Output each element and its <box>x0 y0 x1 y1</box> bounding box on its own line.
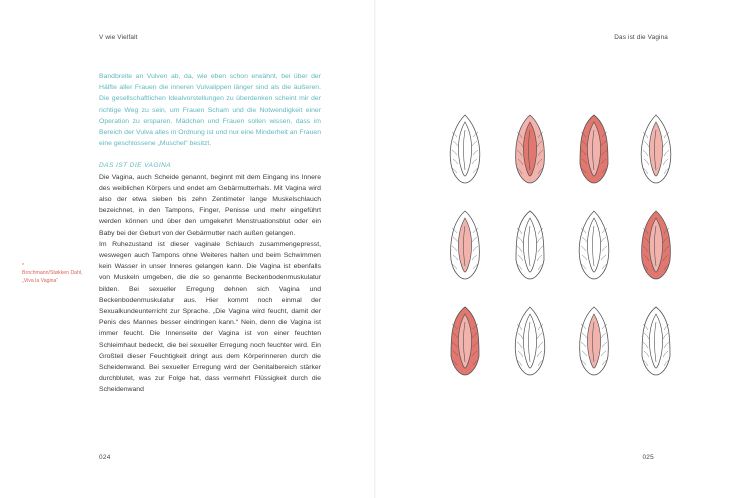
paragraph-1: Die Vagina, auch Scheide genannt, beginnt mit dem Eingang ins Innere des weiblichen Körpers und endet am Gebärmutterhals. Mit Vagina wird also der etwa sieben bis zehn Zentimeter lange Muskelschlauch bezeichnet, in den Tampons, Finger, Penisse und mehr eingeführt werden können und über den umgekehrt Menstruationsblut oder ein Baby bei der Geburt von der Gebärmutter nach außen gelangen. <box>99 173 321 237</box>
running-head-left: V wie Vielfalt <box>99 34 138 41</box>
sidenote <box>22 264 94 285</box>
intro-paragraph: Bandbreite an Vulven ab, da, wie eben schon erwähnt, bei über der Hälfte aller Frauen die inneren Vulvalippen länger sind als die äußeren. Die gesellschaftlichen Idealvorstellungen zu überdenken scheint mir der richtige Weg zu sein, um Frauen Scham und die Notwendigkeit einer Operation zu ersparen. Mädchen und Frauen sollen wissen, dass im Bereich der Vulva alles in Ordnung ist und nur eine Minderheit an Frauen eine geschlossene „Muschel“ besitzt. <box>99 73 321 148</box>
footnote-mark: * <box>22 263 25 269</box>
vulva-illustration <box>442 112 488 186</box>
running-head-right: Das ist die Vagina <box>614 34 668 41</box>
paragraph-2: Im Ruhezustand ist dieser vaginale Schlauch zusammengepresst, weswegen auch Tampons ohne Weiteres halten und beim Schwimmen kein Wasser in unser Inneres gelangen kann. Die Vagina ist ebenfalls von Muskeln umgeben, die die so genannte Beckenbodenmuskulatur bilden. Bei sexueller Erregung dehnen sich Vagina und Beckenbodenmuskulatur aus. Hier kommt noch einmal der Sexualkundeunterricht zur Sprache. „Die Vagina wird feucht, damit der Penis des Mannes besser eindringen kann.“ Nein, denn die Vagina ist immer feucht. Die Innenseite der Vagina ist von einer feuchten Schleimhaut bedeckt, die bei sexueller Erregung noch feuchter wird. Ein Großteil dieser Feuchtigkeit dringt aus dem Körperinneren durch die Scheidenwand. Bei sexueller Erregung wird der Genitalbereich stärker durchblutet, was zur Folge hat, dass vermehrt Flüssigkeit durch die Scheidenwand <box>99 240 321 394</box>
vulva-illustration <box>442 304 488 378</box>
body-text-column <box>99 71 321 396</box>
page-number-right: 025 <box>642 454 654 461</box>
vulva-illustration <box>571 208 617 282</box>
vulva-illustration <box>507 208 553 282</box>
section-heading: DAS IST DIE VAGINA <box>99 162 172 170</box>
right-page <box>375 0 750 498</box>
vulva-illustration <box>442 208 488 282</box>
vulva-illustration <box>507 304 553 378</box>
sidenote-line-2: „Viva la Vagina“ <box>22 278 59 284</box>
vulva-illustration <box>507 112 553 186</box>
vulva-illustration <box>571 304 617 378</box>
vulva-illustration <box>633 208 679 282</box>
page-number-left: 024 <box>99 454 111 461</box>
illustration-grid <box>434 108 684 398</box>
vulva-illustration <box>633 112 679 186</box>
vulva-illustration <box>633 304 679 378</box>
sidenote-line-1: Brochmann/Støkken Dahl, <box>22 270 83 276</box>
vulva-illustration <box>571 112 617 186</box>
